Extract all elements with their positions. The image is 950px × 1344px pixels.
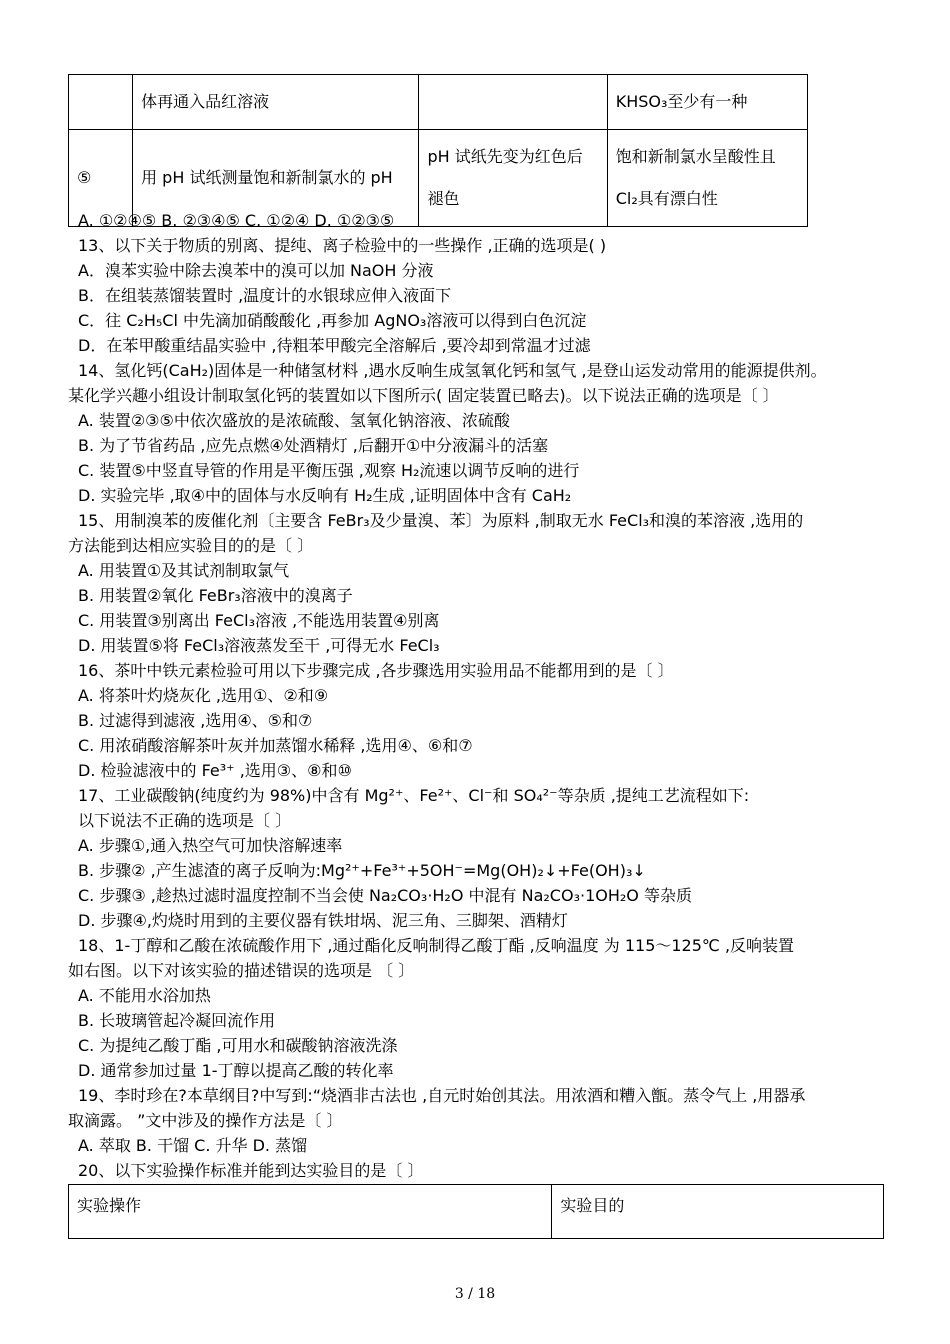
text-line: B. 为了节省药品 ,应先点燃④处酒精灯 ,后翻开①中分液漏斗的活塞 <box>78 436 549 455</box>
text-line: D. 通常参加过量 1-丁醇以提高乙酸的转化率 <box>78 1061 394 1080</box>
text-line: B. 步骤② ,产生滤渣的离子反响为:Mg²⁺+Fe³⁺+5OH⁻=Mg(OH)₂↓+Fe(OH)₃↓ <box>78 861 646 880</box>
page-number: 3 / 18 <box>454 1286 496 1302</box>
text-line: 某化学兴趣小组设计制取氢化钙的装置如以下图所示( 固定装置已略去)。以下说法正确的选项是〔 〕 <box>68 386 779 405</box>
text-line: 20、以下实验操作标准并能到达实验目的是〔 〕 <box>78 1161 424 1180</box>
text-line: A. 步骤①,通入热空气可加快溶解速率 <box>78 836 343 855</box>
text-line: D. 检验滤液中的 Fe³⁺ ,选用③、⑧和⑩ <box>78 761 352 780</box>
text-line: C. 用浓硝酸溶解茶叶灰并加蒸馏水稀释 ,选用④、⑥和⑦ <box>78 736 473 755</box>
text-line: D．在苯甲酸重结晶实验中 ,待粗苯甲酸完全溶解后 ,要冷却到常温才过滤 <box>78 336 591 355</box>
table-cell: 饱和新制氯水呈酸性且 Cl₂具有漂白性 <box>607 130 807 227</box>
text-line: C. 为提纯乙酸丁酯 ,可用水和碳酸钠溶液洗涤 <box>78 1036 398 1055</box>
text-line: A. 装置②③⑤中依次盛放的是浓硫酸、氢氧化钠溶液、浓硫酸 <box>78 411 510 430</box>
table-row <box>69 75 808 130</box>
text-line: 如右图。以下对该实验的描述错误的选项是 〔 〕 <box>68 961 415 980</box>
text-line: D. 步骤④,灼烧时用到的主要仪器有铁坩埚、泥三角、三脚架、酒精灯 <box>78 911 568 930</box>
text-line: D. 实验完毕 ,取④中的固体与水反响有 H₂生成 ,证明固体中含有 CaH₂ <box>78 486 572 505</box>
table-cell: KHSO₃至少有一种 <box>607 75 807 130</box>
table-cell: ⑤ <box>69 130 133 227</box>
table-cell: 用 pH 试纸测量饱和新制氯水的 pH <box>133 130 419 227</box>
text-line: 17、工业碳酸钠(纯度约为 98%)中含有 Mg²⁺、Fe²⁺、Cl⁻和 SO₄²⁻等杂质 ,提纯工艺流程如下: <box>78 786 750 805</box>
text-line: 19、李时珍在?本草纲目?中写到:“烧酒非古法也 ,自元时始创其法。用浓酒和糟入甑。蒸令气上 ,用器承 <box>78 1086 806 1105</box>
text-line: 15、用制溴苯的废催化剂〔主要含 FeBr₃及少量溴、苯〕为原料 ,制取无水 FeCl₃和溴的苯溶液 ,选用的 <box>78 511 804 530</box>
text-line: 16、茶叶中铁元素检验可用以下步骤完成 ,各步骤选用实验用品不能都用到的是〔 〕 <box>78 661 674 680</box>
text-line: C. 步骤③ ,趁热过滤时温度控制不当会使 Na₂CO₃·H₂O 中混有 Na₂CO₃·1OH₂O 等杂质 <box>78 886 692 905</box>
table-cell <box>419 75 607 130</box>
text-line: B. 过滤得到滤液 ,选用④、⑤和⑦ <box>78 711 313 730</box>
text-line: C. 用装置③别离出 FeCl₃溶液 ,不能选用装置④别离 <box>78 611 440 630</box>
experiment-table-bottom <box>68 1184 884 1239</box>
text-line: 14、氢化钙(CaH₂)固体是一种储氢材料 ,遇水反响生成氢氧化钙和氢气 ,是登山运发动常用的能源提供剂。 <box>78 361 827 380</box>
text-line: B．在组装蒸馏装置时 ,温度计的水银球应伸入液面下 <box>78 286 452 305</box>
table-header-purpose: 实验目的 <box>552 1185 884 1239</box>
text-line: A. ①②④⑤ B. ②③④⑤ C. ①②④ D. ①②③⑤ <box>78 211 395 230</box>
text-line: A. 用装置①及其试剂制取氯气 <box>78 561 290 580</box>
table-cell: 体再通入品红溶液 <box>133 75 419 130</box>
question-text <box>68 208 888 1183</box>
text-line: A．溴苯实验中除去溴苯中的溴可以加 NaOH 分液 <box>78 261 434 280</box>
text-line: 取滴露。 ”文中涉及的操作方法是〔 〕 <box>68 1111 343 1130</box>
table-row <box>69 1185 884 1239</box>
text-line: B. 用装置②氧化 FeBr₃溶液中的溴离子 <box>78 586 353 605</box>
text-line: 18、1-丁醇和乙酸在浓硫酸作用下 ,通过酯化反响制得乙酸丁酯 ,反响温度 为 115～125℃ ,反响装置 <box>78 936 795 955</box>
text-line: 以下说法不正确的选项是〔 〕 <box>78 811 292 830</box>
text-line: 13、以下关于物质的别离、提纯、离子检验中的一些操作 ,正确的选项是( ) <box>78 236 607 255</box>
text-line: C．往 C₂H₅Cl 中先滴加硝酸酸化 ,再参加 AgNO₃溶液可以得到白色沉淀 <box>78 311 587 330</box>
text-line: B. 长玻璃管起冷凝回流作用 <box>78 1011 276 1030</box>
text-line: C. 装置⑤中竖直导管的作用是平衡压强 ,观察 H₂流速以调节反响的进行 <box>78 461 580 480</box>
text-line: A. 萃取 B. 干馏 C. 升华 D. 蒸馏 <box>78 1136 308 1155</box>
table-header-operation: 实验操作 <box>69 1185 552 1239</box>
text-line: A. 将茶叶灼烧灰化 ,选用①、②和⑨ <box>78 686 329 705</box>
experiment-table-top <box>68 74 808 227</box>
text-line: 方法能到达相应实验目的的是〔 〕 <box>68 536 314 555</box>
table-cell: pH 试纸先变为红色后褪色 <box>419 130 607 227</box>
text-line: D. 用装置⑤将 FeCl₃溶液蒸发至干 ,可得无水 FeCl₃ <box>78 636 440 655</box>
table-cell <box>69 75 133 130</box>
text-line: A. 不能用水浴加热 <box>78 986 211 1005</box>
